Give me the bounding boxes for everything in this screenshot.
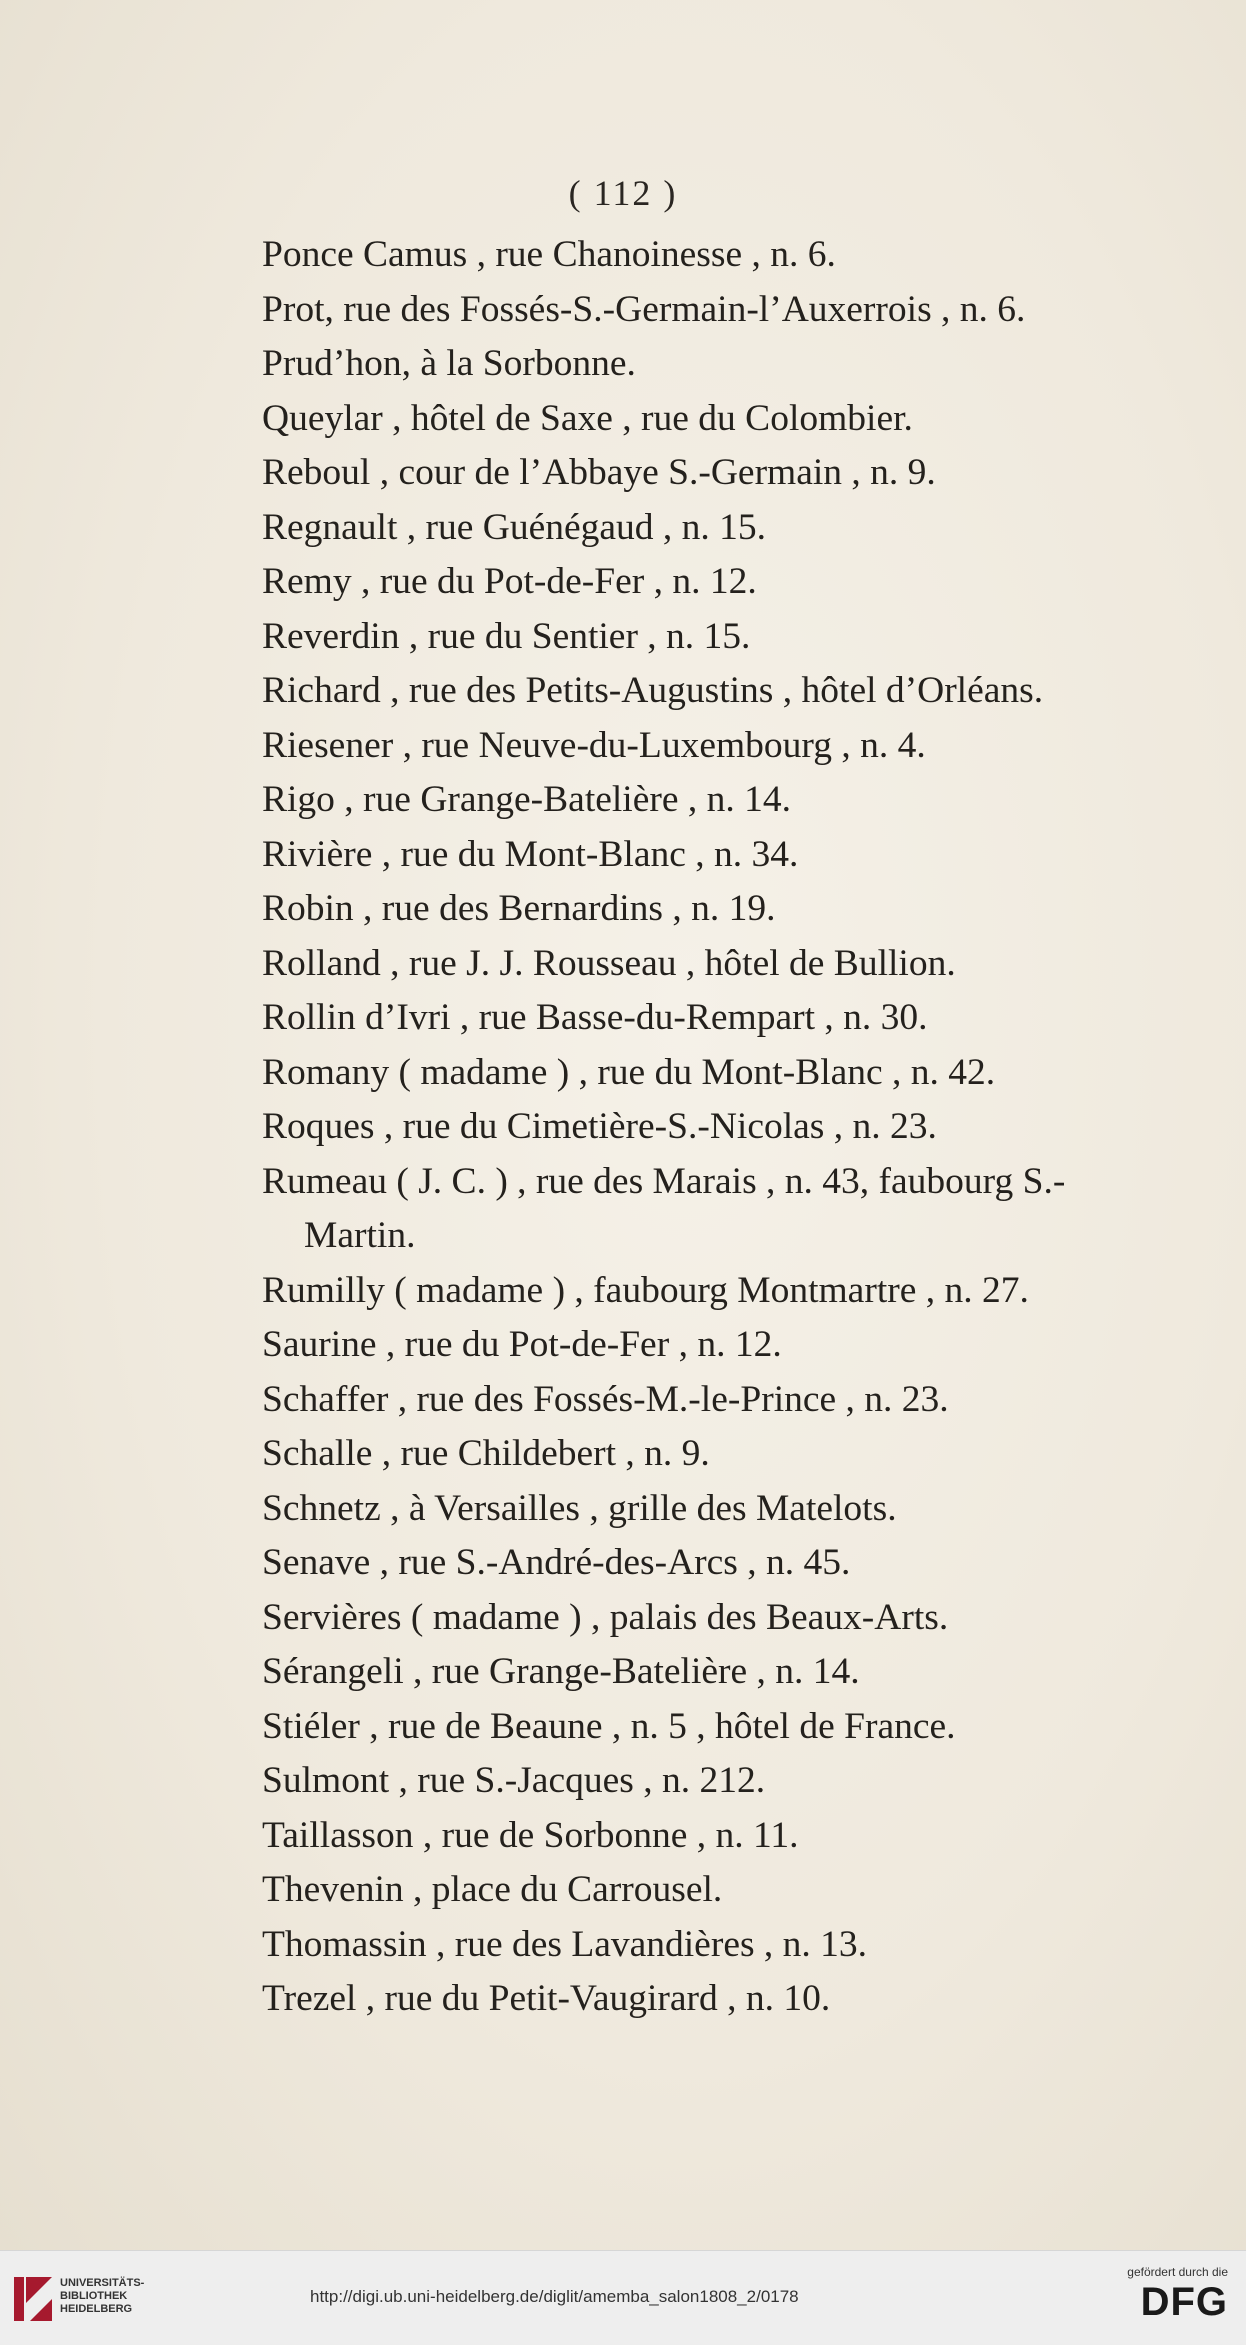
list-item (262, 1863, 1192, 1918)
list-item (262, 501, 1192, 556)
entry-text: Riesener , rue Neuve-du-Luxembourg , n. 4. (262, 724, 926, 766)
entry-text: Prud’hon, à la Sorbonne. (262, 343, 636, 384)
entry-text: Rivière , rue du Mont-Blanc , n. 34. (262, 833, 799, 875)
entry-text: Thevenin , place du Carrousel. (262, 1869, 723, 1910)
entry-text: Richard , rue des Petits-Augustins , hôtel d’Orléans. (262, 670, 1044, 711)
list-item (262, 610, 1192, 665)
entry-list (262, 228, 1192, 2027)
list-item (262, 937, 1192, 992)
viewer-footer (0, 2250, 1246, 2345)
entry-text: Rolland , rue J. J. Rousseau , hôtel de Bullion. (262, 942, 956, 984)
entry-text: Rigo , rue Grange-Batelière , n. 14. (262, 779, 791, 820)
library-name-line: BIBLIOTHEK (60, 2290, 128, 2302)
permalink-url[interactable]: http://digi.ub.uni-heidelberg.de/diglit/amemba_salon1808_2/0178 (310, 2287, 799, 2306)
entry-text: Rumilly ( madame ) , faubourg Montmartre , n. 27. (262, 1269, 1029, 1311)
entry-text: Romany ( madame ) , rue du Mont-Blanc , n. 42. (262, 1051, 996, 1093)
entry-text: Schnetz , à Versailles , grille des Matelots. (262, 1487, 897, 1529)
list-item (262, 446, 1192, 501)
list-item (262, 1700, 1192, 1755)
list-item (262, 1427, 1192, 1482)
library-name-line: HEIDELBERG (60, 2303, 133, 2315)
entry-text: Robin , rue des Bernardins , n. 19. (262, 888, 776, 929)
list-item (262, 555, 1192, 610)
list-item (262, 1536, 1192, 1591)
entry-text: Reverdin , rue du Sentier , n. 15. (262, 615, 751, 657)
entry-text: Senave , rue S.-André-des-Arcs , n. 45. (262, 1542, 851, 1583)
list-item (262, 773, 1192, 828)
list-item (262, 1264, 1192, 1319)
list-item (262, 664, 1192, 719)
library-name (60, 2277, 144, 2316)
entry-text: Schaffer , rue des Fossés-M.-le-Prince , n. 23. (262, 1378, 949, 1420)
list-item (262, 1318, 1192, 1373)
entry-text: Stiéler , rue de Beaune , n. 5 , hôtel de France. (262, 1705, 956, 1747)
entry-continuation: Martin. (304, 1215, 416, 1256)
list-item (262, 1155, 1192, 1264)
list-item (262, 283, 1192, 338)
entry-text: Sérangeli , rue Grange-Batelière , n. 14. (262, 1651, 860, 1692)
list-item (262, 1373, 1192, 1428)
university-library-logo-icon (12, 2273, 56, 2325)
funding-notice (1068, 2265, 1228, 2325)
list-item (262, 882, 1192, 937)
list-item (262, 1482, 1192, 1537)
list-item (262, 1645, 1192, 1700)
entry-text: Queylar , hôtel de Saxe , rue du Colombier. (262, 397, 913, 439)
funded-by-text: gefördert durch die (1127, 2265, 1228, 2279)
list-item (262, 828, 1192, 883)
entry-text: Rollin d’Ivri , rue Basse-du-Rempart , n. 30. (262, 997, 928, 1038)
list-item (262, 1100, 1192, 1155)
list-item (262, 719, 1192, 774)
list-item (262, 991, 1192, 1046)
entry-text: Schalle , rue Childebert , n. 9. (262, 1433, 710, 1474)
entry-text: Remy , rue du Pot-de-Fer , n. 12. (262, 561, 757, 602)
list-item (262, 228, 1192, 283)
entry-text: Sulmont , rue S.-Jacques , n. 212. (262, 1760, 766, 1801)
entry-text: Prot, rue des Fossés-S.-Germain-l’Auxerrois , n. 6. (262, 288, 1026, 330)
entry-text: Saurine , rue du Pot-de-Fer , n. 12. (262, 1324, 782, 1365)
list-item (262, 1754, 1192, 1809)
entry-text: Reboul , cour de l’Abbaye S.-Germain , n. 9. (262, 452, 936, 493)
dfg-logo[interactable]: DFG (1140, 2280, 1228, 2324)
list-item (262, 1591, 1192, 1646)
entry-text: Trezel , rue du Petit-Vaugirard , n. 10. (262, 1978, 831, 2019)
entry-text: Thomassin , rue des Lavandières , n. 13. (262, 1923, 868, 1965)
list-item (262, 1809, 1192, 1864)
library-logo[interactable] (12, 2273, 162, 2327)
entry-text: Taillasson , rue de Sorbonne , n. 11. (262, 1814, 799, 1856)
list-item (262, 1046, 1192, 1101)
library-name-line: UNIVERSITÄTS- (60, 2277, 145, 2289)
list-item (262, 1972, 1192, 2027)
entry-text: Servières ( madame ) , palais des Beaux-Arts. (262, 1596, 949, 1638)
page-number: ( 112 ) (568, 173, 678, 213)
list-item (262, 337, 1192, 392)
entry-text: Roques , rue du Cimetière-S.-Nicolas , n. 23. (262, 1106, 937, 1147)
entry-text: Ponce Camus , rue Chanoinesse , n. 6. (262, 234, 836, 275)
entry-text: Regnault , rue Guénégaud , n. 15. (262, 506, 767, 548)
list-item (262, 1918, 1192, 1973)
entry-text: Rumeau ( J. C. ) , rue des Marais , n. 43, faubourg S.- (262, 1160, 1066, 1202)
list-item (262, 392, 1192, 447)
